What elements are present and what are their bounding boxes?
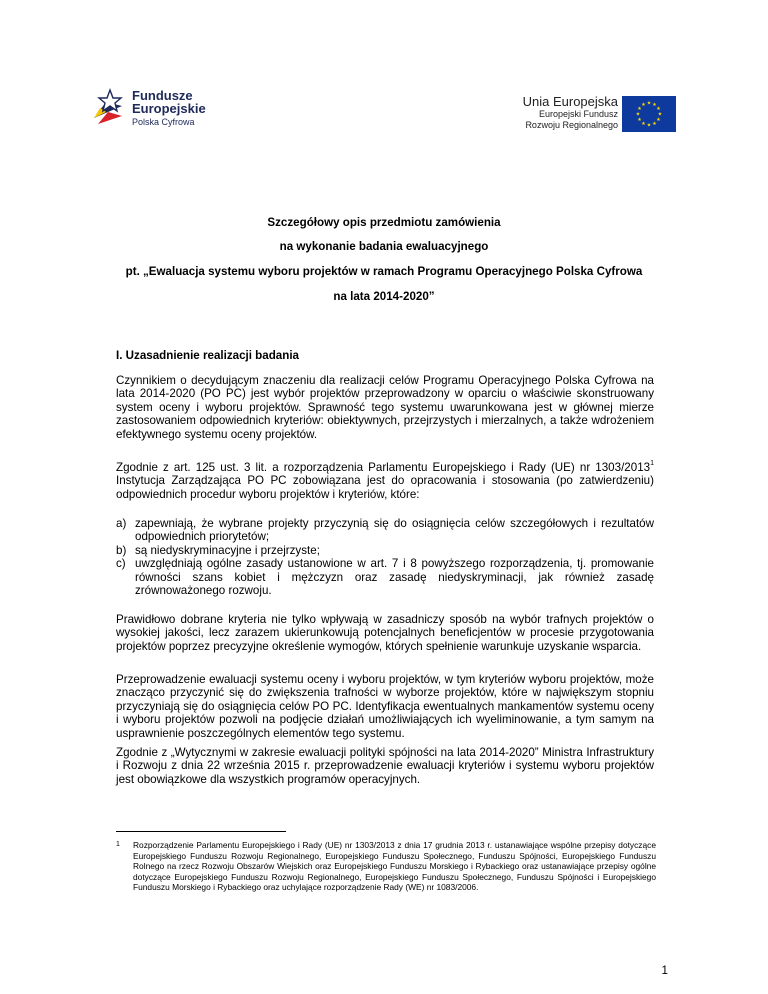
svg-text:★: ★ bbox=[637, 117, 642, 123]
fe-logo-line3: Polska Cyfrowa bbox=[132, 117, 195, 127]
document-title-line3: pt. „Ewaluacja systemu wyboru projektów w ramach Programu Operacyjnego Polska Cyfrowa bbox=[125, 265, 643, 278]
unia-europejska-logo bbox=[512, 96, 676, 132]
eu-flag-icon bbox=[622, 96, 676, 132]
fe-logo-line2: Europejskie bbox=[132, 101, 206, 116]
list-item-text: uwzględniają ogólne zasady ustanowione w art. 7 i 8 powyższego rozporządzenia, tj. promowanie równości szans kobiet i mężczyzn oraz zasadę niedyskryminacji, jak również zasadę zrównoważonego rozwoju. bbox=[135, 557, 654, 598]
document-title-line4: na lata 2014-2020” bbox=[333, 290, 435, 303]
svg-text:★: ★ bbox=[641, 102, 646, 108]
footnote-text: Rozporządzenie Parlamentu Europejskiego i Rady (UE) nr 1303/2013 z dnia 17 grudnia 2013 r. ustanawiające wspólne przepisy dotyczące Europejskiego Funduszu Rozwoju Regionalnego, Europejskiego Funduszu Społecznego, Funduszu Spójności, Europejskiego Funduszu Rolnego na rzecz Rozwoju Obszarów Wiejskich oraz Europejskiego Funduszu Morskiego i Rybackiego oraz ustanawiające przepisy ogólne dotyczące Europejskiego Funduszu Rozwoju Regionalnego, Europejskiego Funduszu Społecznego, Funduszu Spójności i Europejskiego Funduszu Morskiego i Rybackiego oraz uchylające rozporządzenie Rady (WE) nr 1083/2006. bbox=[133, 840, 656, 893]
paragraph-2-part2: Instytucja Zarządzająca PO PC zobowiązana jest do opracowania i stosowania (po zatwierdzeniu) odpowiednich procedur wyboru projektów i kryteriów, które: bbox=[116, 474, 654, 501]
paragraph-4: Przeprowadzenie ewaluacji systemu oceny i wyboru projektów, w tym kryteriów wyboru projektów, może znacząco przyczynić się do zwiększenia trafności w wyborze projektów, które w największym stopniu przyczyniają się do osiągnięcia celów PO PC. Identyfikacja ewentualnych mankamentów systemu oceny i wyboru projektów pozwoli na podjęcie działań umożliwiających ich wyeliminowanie, a tym samym na usprawnienie poszczególnych elementów tego systemu. bbox=[116, 673, 654, 740]
svg-text:★: ★ bbox=[635, 111, 641, 118]
ue-logo-line1: Unia Europejska bbox=[522, 94, 618, 109]
list-marker: c) bbox=[116, 557, 126, 571]
footnote-number: 1 bbox=[116, 841, 120, 848]
paragraph-2 bbox=[116, 461, 654, 501]
svg-text:★: ★ bbox=[646, 100, 652, 107]
page-number: 1 bbox=[661, 964, 668, 977]
list-item bbox=[116, 557, 654, 597]
footnote-reference[interactable]: 1 bbox=[650, 460, 654, 467]
list-marker: b) bbox=[116, 543, 127, 557]
svg-text:★: ★ bbox=[646, 122, 652, 129]
ue-logo-line2: Europejski Fundusz bbox=[538, 109, 618, 119]
footnote-separator bbox=[116, 831, 286, 832]
paragraph-3: Prawidłowo dobrane kryteria nie tylko wpływają w zasadniczy sposób na wybór trafnych projektów o wysokiej jakości, lecz zarazem ukierunkowują potencjalnych beneficjentów w procesie przygotowania projektów poprzez precyzyjne określenie wymogów, których spełnienie warunkuje uzyskanie wsparcia. bbox=[116, 613, 654, 653]
paragraph-5: Zgodnie z „Wytycznymi w zakresie ewaluacji polityki spójności na lata 2014-2020” Ministra Infrastruktury i Rozwoju z dnia 22 września 2015 r. przeprowadzenie ewaluacji kryteriów i systemu wyboru projektów jest obowiązkowe dla wszystkich programów operacyjnych. bbox=[116, 746, 654, 786]
list-marker: a) bbox=[116, 517, 127, 530]
paragraph-2-part1: Zgodnie z art. 125 ust. 3 lit. a rozporządzenia Parlamentu Europejskiego i Rady (UE) nr 1303/2013 bbox=[116, 461, 651, 474]
fe-star-icon bbox=[92, 88, 130, 126]
fundusze-europejskie-logo bbox=[92, 88, 212, 132]
svg-text:★: ★ bbox=[652, 102, 657, 108]
svg-text:★: ★ bbox=[657, 111, 663, 118]
svg-text:★: ★ bbox=[641, 121, 646, 127]
list-item bbox=[116, 544, 654, 557]
svg-text:★: ★ bbox=[637, 106, 642, 112]
document-title-line1: Szczegółowy opis przedmiotu zamówienia bbox=[267, 216, 501, 229]
ue-logo-line3: Rozwoju Regionalnego bbox=[525, 120, 618, 130]
list-item-text: są niedyskryminacyjne i przejrzyste; bbox=[135, 543, 320, 557]
svg-text:★: ★ bbox=[652, 121, 657, 127]
paragraph-1: Czynnikiem o decydującym znaczeniu dla realizacji celów Programu Operacyjnego Polska Cyfrowa na lata 2014-2020 (PO PC) jest wybór projektów przeprowadzony w oparciu o właściwie skonstruowany system oceny i wyboru projektów. Sprawność tego systemu uwarunkowana jest w głównej mierze zastosowaniem odpowiednich kryteriów: obiektywnych, przejrzystych i mierzalnych, a także wdrożeniem efektywnego systemu oceny projektów. bbox=[116, 374, 654, 441]
svg-text:★: ★ bbox=[656, 106, 661, 112]
list-item-text: zapewniają, że wybrane projekty przyczynią się do osiągnięcia celów szczegółowych i rezultatów odpowiednich priorytetów; bbox=[135, 517, 654, 544]
document-title-line2: na wykonanie badania ewaluacyjnego bbox=[279, 240, 489, 253]
svg-text:★: ★ bbox=[656, 117, 661, 123]
footnote bbox=[116, 840, 656, 893]
section-heading: I. Uzasadnienie realizacji badania bbox=[116, 349, 299, 362]
criteria-list bbox=[116, 517, 654, 597]
fe-logo-line1: Fundusze bbox=[132, 88, 193, 103]
list-item bbox=[116, 517, 654, 544]
